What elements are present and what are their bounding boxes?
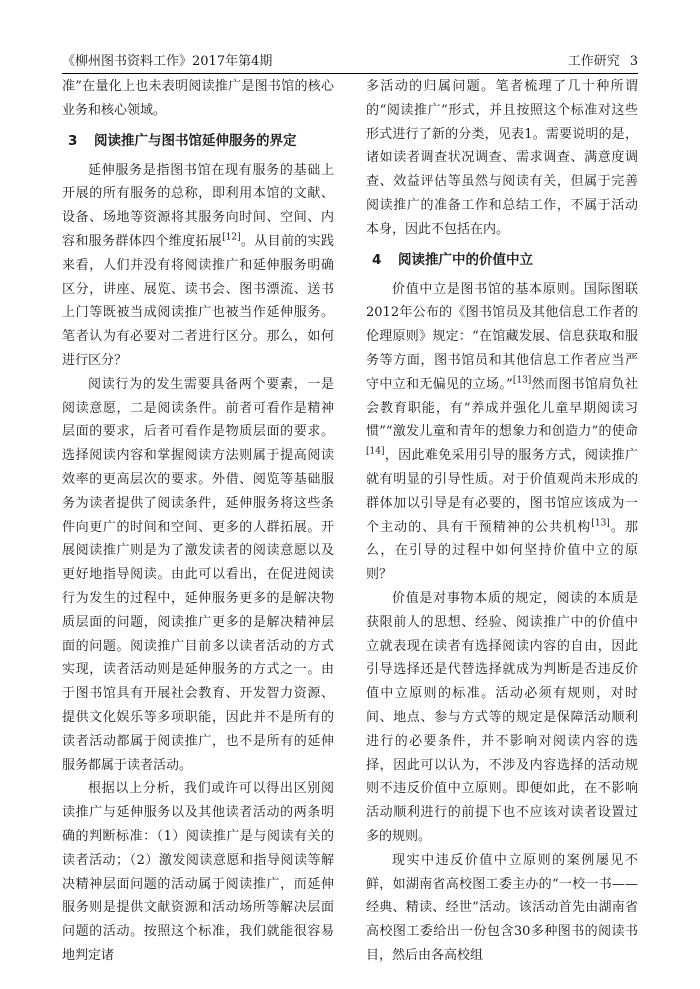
citation: [13] xyxy=(512,375,532,386)
page-header xyxy=(62,52,638,74)
text-run: ，因此难免采用引导的服务方式，阅读推广就有明显的引导性质。对于价值观尚未形成的群体加以引导是有必要的，图书馆应该成为一个主动的、具有干预精神的公共机构 xyxy=(366,448,638,535)
section-name: 工作研究 xyxy=(567,54,620,69)
section-title: 阅读推广中的价值中立 xyxy=(398,251,533,268)
paragraph: 阅读行为的发生需要具备两个要素，一是阅读意愿，二是阅读条件。前者可看作是精神层面的要求，后者可看作是物质层面的要求。选择阅读内容和掌握阅读方法则属于提高阅读效率的更高层次的要求。外借、阅览等基础服务为读者提供了阅读条件，延伸服务将这些条件向更广的时间和空间、更多的人群拓展。开展阅读推广则是为了激发读者的阅读意愿以及更好地指导阅读。由此可以看出，在促进阅读行为发生的过程中，延伸服务更多的是解决物质层面的问题，阅读推广更多的是解决精神层面的问题。阅读推广目前多以读者活动的方式实现，读者活动则是延伸服务的方式之一。由于图书馆具有开展社会教育、开发智力资源、提供文化娱乐等多项职能，因此并不是所有的读者活动都属于阅读推广，也不是所有的延伸服务都属于读者活动。 xyxy=(62,376,334,773)
citation: [13] xyxy=(591,518,610,529)
paragraph xyxy=(62,159,334,373)
section-4-heading xyxy=(366,248,638,272)
header-rule xyxy=(62,73,638,74)
section-title: 阅读推广与图书馆延伸服务的界定 xyxy=(94,132,297,149)
continued-paragraph: 多活动的归属问题。笔者梳理了几十种所谓的“阅读推广”形式，并且按照这个标准对这些形式进行了新的分类，见表1。需要说明的是，诸如读者调查状况调查、需求调查、满意度调查、效益评估等虽然与阅读有关，但属于完善阅读推广的准备工作和总结工作，不属于活动本身，因此不包括在内。 xyxy=(366,79,638,237)
right-column xyxy=(366,75,638,968)
paragraph: 价值是对事物本质的规定，阅读的本质是获限前人的思想、经验、阅读推广中的价值中立就表现在读者有选择阅读内容的自由，因此引导选择还是代替选择就成为判断是否违反价值中立原则的标准。活动必须有规则，对时间、地点、参与方式等的规定是保障活动顺利进行的必要条件，并不影响对阅读内容的选择，因此可以认为，不涉及内容选择的活动规则不违反价值中立原则。即便如此，在不影响活动顺利进行的前提下也不应该对读者设置过多的规则。 xyxy=(366,590,638,844)
section-number: 3 xyxy=(68,132,78,149)
header-right xyxy=(568,52,638,72)
journal-title: 《柳州图书资料工作》2017年第4期 xyxy=(62,54,273,69)
text-run: 。那么，在引导的过程中如何坚持价值中立的原则？ xyxy=(366,519,638,583)
section-3-heading xyxy=(62,129,334,153)
text-run: 价值中立是图书馆的基本原则。国际图联2012年公布的《图书馆员及其他信息工作者的伦理原则》规定：“在馆藏发展、信息获取和服务等方面，图书馆员和其他信息工作者应当严守中立和无偏见的立场。” xyxy=(366,281,638,392)
citation: [12] xyxy=(222,232,241,243)
section-number: 4 xyxy=(372,251,382,268)
paragraph xyxy=(366,278,638,587)
text-run: 。从目前的实践来看，人们并没有将阅读推广和延伸服务明确区分，讲座、展览、读书会、图书漂流、送书上门等既被当成阅读推广也被当作延伸服务。笔者认为有必要对二者进行区分。那么，如何进行区分？ xyxy=(62,233,334,368)
text-run: 延伸服务是指图书馆在现有服务的基础上开展的所有服务的总称，即利用本馆的文献、设备、场地等资源将其服务向时间、空间、内容和服务群体四个维度拓展 xyxy=(62,162,334,249)
continued-paragraph: 准”在量化上也未表明阅读推广是图书馆的核心业务和核心领域。 xyxy=(62,79,334,118)
left-column xyxy=(62,75,334,968)
paragraph: 根据以上分析，我们或许可以得出区别阅读推广与延伸服务以及其他读者活动的两条明确的判断标准：（1）阅读推广是与阅读有关的读者活动；（2）激发阅读意愿和指导阅读等解决精神层面问题的活动属于阅读推广，而延伸服务则是提供文献资源和活动场所等解决层面问题的活动。按照这个标准，我们就能很容易地判定诸 xyxy=(62,781,334,963)
citation: [14] xyxy=(366,446,385,457)
paragraph: 现实中违反价值中立原则的案例屡见不鲜，如湖南省高校图工委主办的“一校一书——经典、精读、经世”活动。该活动首先由湖南省高校图工委给出一份包含30多种图书的阅读书目，然后由各高校组 xyxy=(366,852,638,963)
text-run: 然而图书馆肩负社会教育职能，有“养成并强化儿童早期阅读习惯”“激发儿童和青年的想象力和创造力”的使命 xyxy=(366,376,638,440)
page-number: 3 xyxy=(629,54,638,69)
